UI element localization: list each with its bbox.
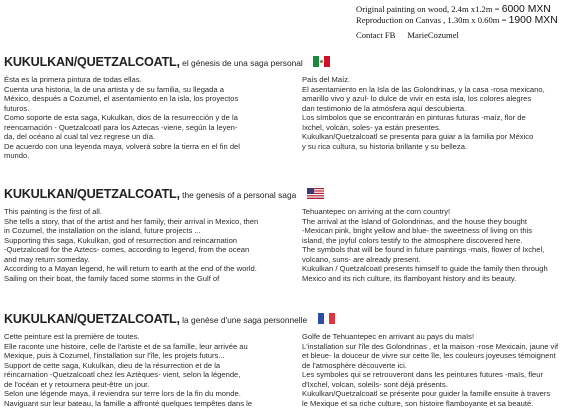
left-column [4, 207, 286, 283]
text-line: Elle raconte une histoire, celle de l'artiste et de sa famille, leur arrivée au [4, 341, 248, 351]
text-line: El asentamiento en la Isla de las Golondrinas, y la casa -rosa mexicano, [302, 84, 545, 94]
reproduction-price-row [356, 15, 576, 26]
reproduction-price-value: 1900 MXN [508, 15, 558, 26]
text-line: Ixchel, volcán, soles- ya están presentes. [302, 122, 441, 132]
text-line: Kukulkan/Quetzalcoatl se presenta para guiar a la familia por México [302, 132, 534, 141]
text-line: mundo. [4, 151, 30, 160]
text-line: de l'océan et y retournera peut-être un jour. [4, 379, 150, 389]
right-column [302, 75, 574, 151]
text-line: et bleue- la douceur de vivre sur cette île, les couleurs joyeuses témoignent [302, 351, 556, 360]
text-line: Sailing on their boat, the family faced some storms in the Gulf of [4, 273, 220, 283]
text-line: The arrival at the Island of Golondrinas, and the house they bought [302, 216, 528, 226]
section-french [4, 310, 574, 408]
right-column [302, 207, 574, 283]
section-subtitle: the genesis of a personal saga [179, 190, 297, 200]
text-line: y su rica cultura, su historia brillante y su belleza. [302, 141, 468, 151]
text-line: amarillo vivo y azul- lo dulce de vivir en esta isla, los colores alegres [302, 94, 532, 103]
text-line: The symbols that will be found in future paintings -maïs, flower of Ixchel, [302, 245, 545, 254]
text-line: Cette peinture est la première de toutes. [4, 332, 140, 341]
text-line: Les symboles qui se retrouveront dans les peintures futures -maïs, fleur [302, 370, 544, 379]
text-line: Support de cette saga, Kukulkan, dieu de la résurrection et de la [4, 360, 221, 370]
text-line: Mexique, puis à Cozumel, l'installation sur l'île, les projets futurs... [4, 351, 225, 360]
text-line: in Cozumel, the installation on the island, future projects ... [4, 226, 201, 235]
original-price-label: Original painting on wood, 2.4m x1.2m = [356, 4, 502, 14]
text-line: le Mexique et sa riche culture, son histoire flamboyante et sa beauté. [302, 398, 534, 408]
text-line: Cuenta una historia, la de una artista y de su familia, su llegada a [4, 84, 224, 94]
section-subtitle: el génesis de una saga personal [179, 58, 303, 68]
original-price-row [356, 4, 576, 15]
text-line: and may return someday. [4, 254, 90, 264]
text-line: Como soporte de esta saga, Kukulkan, dios de la resurrección y de la [4, 113, 238, 122]
section-heading [4, 185, 574, 203]
text-line: País del Maíz. [302, 75, 351, 84]
mexico-flag-icon [313, 54, 330, 64]
right-column [302, 332, 574, 408]
text-line: d'Ixchel, volcan, soleils- sont déjà présents. [302, 379, 448, 389]
text-line: réincarnation -Quetzalcoatl chez les Aztèques- vient, selon la légende, [4, 370, 241, 379]
price-info [356, 4, 576, 41]
section-heading [4, 310, 574, 328]
text-line: Los símbolos que se encontrarán en pinturas futuras -maíz, flor de [302, 113, 526, 122]
text-line: According to a Mayan legend, he will return to earth at the end of the world. [4, 264, 257, 273]
text-line: island, the joyful colors testify to the atmosphere discovered here. [302, 235, 523, 245]
section-english [4, 185, 574, 283]
text-line: de l'atmosphère découverte ici. [302, 360, 407, 370]
text-line: Ésta es la primera pintura de todas ellas. [4, 75, 142, 84]
original-price-value: 6000 MXN [501, 4, 551, 15]
text-line: L'installation sur l'île des Golondrinas , et la maison -rose Mexicain, jaune vif [302, 341, 559, 351]
text-line: Selon une légende maya, il reviendra sur terre lors de la fin du monde. [4, 389, 241, 398]
text-line: -Mexican pink, bright yellow and blue- the sweetness of living on this [302, 226, 533, 235]
text-line: Golfe de Tehuantepec en arrivant au pays du maïs! [302, 332, 475, 341]
text-line: Naviguant sur leur bateau, la famille a affronté quelques tempêtes dans le [4, 398, 253, 408]
france-flag-icon [318, 311, 335, 321]
text-line: da, del océano al cual tal vez regrese un día. [4, 132, 156, 141]
text-line: -Quetzalcoatl for the Aztecs- comes, according to legend, from the ocean [4, 245, 250, 254]
section-title: KUKULKAN/QUETZALCOATL, [4, 312, 180, 326]
text-line: futuros. [4, 103, 30, 113]
contact-name: MarieCozumel [407, 30, 459, 40]
section-title: KUKULKAN/QUETZALCOATL, [4, 187, 180, 201]
text-line: dan testimonio de la atmósfera aquí descubierta. [302, 103, 467, 113]
left-column [4, 332, 286, 408]
section-spanish [4, 53, 574, 160]
contact-label: Contact FB [356, 30, 396, 40]
section-heading [4, 53, 574, 71]
text-line: De acuerdo con una leyenda maya, volverá sobre la tierra en el fin del [4, 141, 240, 151]
text-line: volcano, suns- are already present. [302, 254, 421, 264]
text-line: This painting is the first of all. [4, 207, 102, 216]
text-line: México, después a Cozumel, el asentamiento en la isla, los proyectos [4, 94, 239, 103]
reproduction-price-label: Reproduction on Canvas , 1.30m x 0.60m = [356, 15, 509, 25]
contact-row [356, 30, 576, 41]
text-line: Kukulkan / Quetzalcoatl presents himself to guide the family then through [302, 264, 548, 273]
left-column [4, 75, 286, 161]
section-subtitle: la genèse d'une saga personnelle [179, 315, 308, 325]
section-title: KUKULKAN/QUETZALCOATL, [4, 55, 180, 69]
usa-flag-icon [307, 186, 324, 196]
text-line: reencarnación - Quetzalcoatl para los Aztecas -viene, según la leyen- [4, 122, 238, 132]
text-line: Mexico and its rich culture, its flamboyant history and its beauty. [302, 273, 517, 283]
text-line: Supporting this saga, Kukulkan, god of resurrection and reincarnation [4, 235, 238, 245]
text-line: Tehuantepec on arriving at the corn country! [302, 207, 451, 216]
text-line: Kukulkan/Quetzalcoatl se présente pour guider la famille ensuite à travers [302, 389, 551, 398]
text-line: She tells a story, that of the artist and her family, their arrival in Mexico, then [4, 216, 259, 226]
